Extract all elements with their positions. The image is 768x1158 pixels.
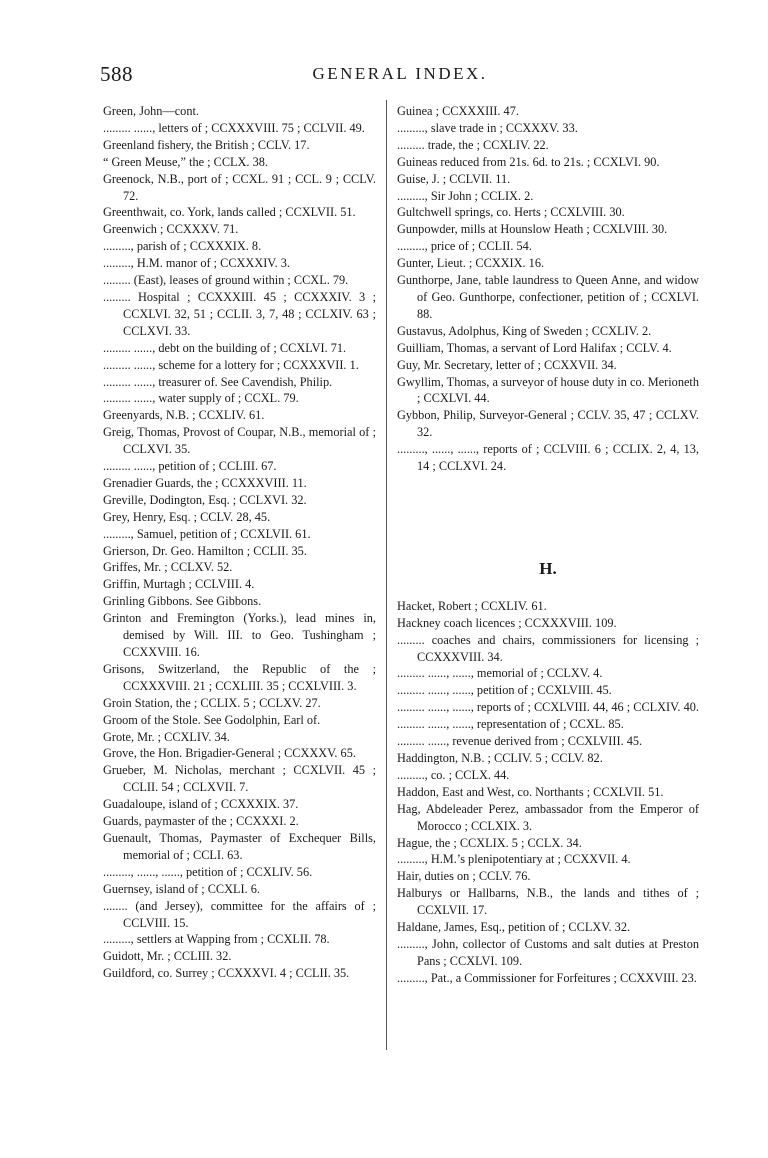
index-entry: Hair, duties on ; CCLV. 76. (397, 869, 531, 884)
index-entry: Guinea ; CCXXXIII. 47. (397, 104, 519, 118)
index-entry: Grinton and Fremington (Yorks.), lead mines in, demised by Will. III. to Geo. Tushingham ; CCXXVIII. 16. (103, 611, 376, 659)
index-entry: ......... ......, ......, reports of ; CCXLVIII. 44, 46 ; CCLXIV. 40. (397, 700, 699, 715)
index-entry: ......... ......, water supply of ; CCXL. 79. (103, 391, 299, 406)
section-heading: H. (539, 558, 557, 578)
right-column (397, 103, 699, 987)
index-entry: Guards, paymaster of the ; CCXXXI. 2. (103, 814, 299, 829)
index-entry: Halburys or Hallbarns, N.B., the lands and tithes of ; CCXLVII. 17. (397, 886, 699, 918)
index-entry: Guenault, Thomas, Paymaster of Exchequer Bills, memorial of ; CCLI. 63. (103, 830, 376, 862)
index-entry: Gunter, Lieut. ; CCXXIX. 16. (397, 256, 545, 271)
page-header (100, 62, 700, 86)
index-entry: Grinling Gibbons. See Gibbons. (103, 594, 262, 609)
index-entry: Gunthorpe, Jane, table laundress to Queen Anne, and widow of Geo. Gunthorpe, confectioner, petition of ; CCXLVI. 88. (397, 273, 699, 321)
index-entry: Haldane, James, Esq., petition of ; CCLXV. 32. (397, 920, 631, 935)
index-entry: Grierson, Dr. Geo. Hamilton ; CCLII. 35. (103, 543, 307, 558)
index-entry: ......... ......, ......, petition of ; CCXLVIII. 45. (397, 683, 612, 698)
index-entry: ........., parish of ; CCXXXIX. 8. (103, 239, 262, 254)
index-entry: Griffin, Murtagh ; CCLVIII. 4. (103, 577, 255, 592)
page-number: 588 (100, 62, 133, 86)
index-entry: Grote, Mr. ; CCXLIV. 34. (103, 729, 230, 744)
index-entry: Grey, Henry, Esq. ; CCLV. 28, 45. (103, 509, 271, 524)
index-entry: ........., H.M. manor of ; CCXXXIV. 3. (103, 256, 290, 271)
index-entry: ......... ......, letters of ; CCXXXVIII. 75 ; CCLVII. 49. (103, 120, 365, 135)
index-entry: Grove, the Hon. Brigadier-General ; CCXXXV. 65. (103, 746, 356, 761)
index-entry: ........., price of ; CCLII. 54. (397, 239, 532, 254)
index-entry: Groin Station, the ; CCLIX. 5 ; CCLXV. 27. (103, 695, 321, 710)
index-entry: ........., H.M.’s plenipotentiary at ; CCXXVII. 4. (397, 852, 631, 867)
index-entry: ......... Hospital ; CCXXXIII. 45 ; CCXXXIV. 3 ; CCXLVI. 32, 51 ; CCLII. 3, 7, 48 ; CCLXIV. 63 ; CCLXVI. 33. (103, 289, 376, 338)
index-entry: ........., John, collector of Customs and salt duties at Preston Pans ; CCXLVI. 109. (397, 936, 699, 968)
index-entry: Haddon, East and West, co. Northants ; CCXLVII. 51. (397, 784, 664, 799)
index-entry: “ Green Meuse,” the ; CCLX. 38. (103, 154, 268, 169)
index-entry: Greenthwait, co. York, lands called ; CCXLVII. 51. (103, 205, 356, 220)
index-entry: Greenock, N.B., port of ; CCXL. 91 ; CCL. 9 ; CCLV. 72. (103, 171, 376, 203)
index-entry: Grueber, M. Nicholas, merchant ; CCXLVII. 45 ; CCLII. 54 ; CCLXVII. 7. (103, 763, 376, 795)
index-entry: Gybbon, Philip, Surveyor-General ; CCLV. 35, 47 ; CCLXV. 32. (397, 408, 699, 440)
index-entry: ........., slave trade in ; CCXXXV. 33. (397, 120, 578, 135)
index-entry: Grisons, Switzerland, the Republic of the ; CCXXXVIII. 21 ; CCXLIII. 35 ; CCXLVIII. 3. (103, 661, 376, 693)
index-entry: Hague, the ; CCXLIX. 5 ; CCLX. 34. (397, 835, 582, 850)
index-entry: Hag, Abdeleader Perez, ambassador from the Emperor of Morocco ; CCLXIX. 3. (397, 801, 699, 833)
index-entry: Greig, Thomas, Provost of Coupar, N.B., memorial of ; CCLXVI. 35. (103, 425, 376, 457)
heading-gap (397, 578, 699, 598)
index-entry: ......... trade, the ; CCXLIV. 22. (397, 137, 549, 152)
index-entry: ......... ......, ......, memorial of ; CCLXV. 4. (397, 666, 603, 681)
index-entry: Guilliam, Thomas, a servant of Lord Halifax ; CCLV. 4. (397, 340, 672, 355)
index-entry: Guidott, Mr. ; CCLIII. 32. (103, 949, 232, 964)
index-entry: ........., ......, ......, reports of ; CCLVIII. 6 ; CCLIX. 2, 4, 13, 14 ; CCLXVI. 24. (397, 442, 699, 474)
index-entry: Guy, Mr. Secretary, letter of ; CCXXVII. 34. (397, 357, 617, 372)
index-entry: Greville, Dodington, Esq. ; CCLXVI. 32. (103, 492, 307, 507)
index-entry: Haddington, N.B. ; CCLIV. 5 ; CCLV. 82. (397, 751, 603, 765)
index-entry: ......... coaches and chairs, commissioners for licensing ; CCXXXVIII. 34. (397, 632, 699, 664)
index-entry: Guineas reduced from 21s. 6d. to 21s. ; CCXLVI. 90. (397, 154, 660, 169)
index-entry: Guise, J. ; CCLVII. 11. (397, 171, 511, 186)
index-entry: Gultchwell springs, co. Herts ; CCXLVIII. 30. (397, 205, 625, 220)
index-entry: Greenwich ; CCXXXV. 71. (103, 222, 239, 237)
index-entry: ......... ......, petition of ; CCLIII. 67. (103, 459, 277, 474)
index-entry: Groom of the Stole. See Godolphin, Earl of. (103, 712, 321, 727)
index-entry: ........ (and Jersey), committee for the affairs of ; CCLVIII. 15. (103, 898, 376, 930)
index-entry: ........., Pat., a Commissioner for Forfeitures ; CCXXVIII. 23. (397, 970, 697, 985)
index-entry: ......... ......, treasurer of. See Cavendish, Philip. (103, 374, 333, 389)
running-title: GENERAL INDEX. (312, 64, 488, 83)
section-gap (397, 475, 699, 561)
index-entry: ........., co. ; CCLX. 44. (397, 767, 510, 782)
index-entry: Hackney coach licences ; CCXXXVIII. 109. (397, 615, 617, 630)
column-divider (386, 100, 387, 1050)
index-entry: ........., ......, ......, petition of ; CCXLIV. 56. (103, 864, 313, 879)
index-entry: ........., Samuel, petition of ; CCXLVII. 61. (103, 526, 311, 541)
index-entry: Greenyards, N.B. ; CCXLIV. 61. (103, 408, 265, 423)
index-entry: ......... ......, revenue derived from ; CCXLVIII. 45. (397, 734, 643, 749)
index-entry: ......... ......, ......, representation of ; CCXL. 85. (397, 717, 624, 732)
index-entry: Grenadier Guards, the ; CCXXXVIII. 11. (103, 475, 307, 490)
left-column (103, 103, 376, 982)
index-entry: Gwyllim, Thomas, a surveyor of house duty in co. Merioneth ; CCXLVI. 44. (397, 374, 699, 406)
index-entry: ........., Sir John ; CCLIX. 2. (397, 188, 534, 203)
index-entry: Guildford, co. Surrey ; CCXXXVI. 4 ; CCLII. 35. (103, 966, 350, 981)
index-entry: Guadaloupe, island of ; CCXXXIX. 37. (103, 797, 299, 812)
index-entry: Green, John—cont. (103, 104, 199, 118)
index-entry: ......... (East), leases of ground within ; CCXL. 79. (103, 273, 349, 288)
index-entry: Griffes, Mr. ; CCLXV. 52. (103, 560, 233, 575)
index-entry: Gunpowder, mills at Hounslow Heath ; CCXLVIII. 30. (397, 222, 668, 237)
index-entry: Hacket, Robert ; CCXLIV. 61. (397, 598, 547, 613)
index-entry: ......... ......, scheme for a lottery for ; CCXXXVII. 1. (103, 357, 359, 372)
index-entry: Guernsey, island of ; CCXLI. 6. (103, 881, 260, 896)
index-entry: Gustavus, Adolphus, King of Sweden ; CCXLIV. 2. (397, 323, 652, 338)
index-entry: Greenland fishery, the British ; CCLV. 17. (103, 137, 310, 152)
index-entry: ........., settlers at Wapping from ; CCXLII. 78. (103, 932, 330, 947)
index-entry: ......... ......, debt on the building of ; CCXLVI. 71. (103, 340, 347, 355)
